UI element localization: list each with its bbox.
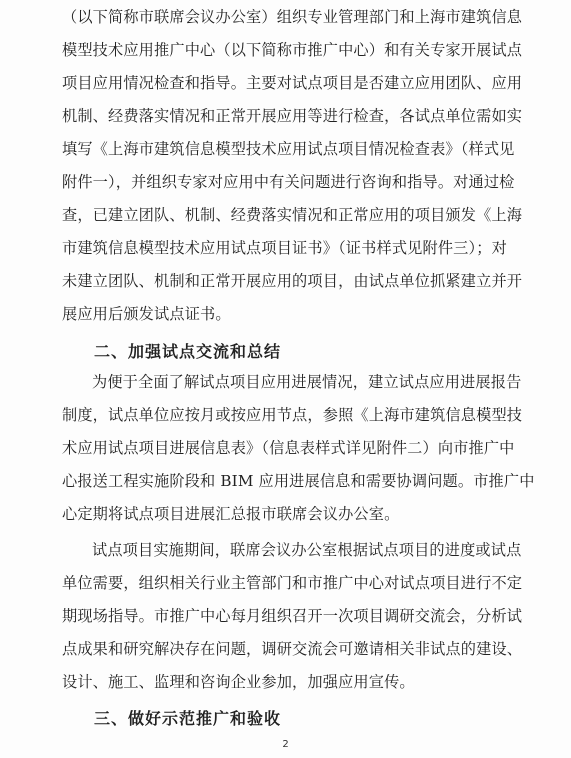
body-text-line: 展应用后颁发试点证书。 bbox=[62, 305, 231, 323]
body-text-line: 制度，试点单位应按月或按应用节点，参照《上海市建筑信息模型技 bbox=[62, 406, 523, 424]
body-text-line: 心报送工程实施阶段和 BIM 应用进展信息和需要协调问题。市推广中 bbox=[62, 472, 535, 490]
body-text-line: 模型技术应用推广中心（以下简称市推广中心）和有关专家开展试点 bbox=[62, 41, 523, 59]
body-text-line: 机制、经费落实情况和正常开展应用等进行检查，各试点单位需如实 bbox=[62, 107, 523, 125]
body-text-line: 点成果和研究解决存在问题，调研交流会可邀请相关非试点的建设、 bbox=[62, 640, 523, 658]
body-text-line: 未建立团队、机制和正常开展应用的项目，由试点单位抓紧建立并开 bbox=[62, 272, 523, 290]
body-text-line: （以下简称市联席会议办公室）组织专业管理部门和上海市建筑信息 bbox=[62, 8, 523, 26]
body-text-line: 设计、施工、监理和咨询企业参加，加强应用宣传。 bbox=[62, 673, 415, 691]
body-text-line: 心定期将试点项目进展汇总报市联席会议办公室。 bbox=[62, 505, 400, 523]
body-text-line: 填写《上海市建筑信息模型技术应用试点项目情况检查表》（样式见 bbox=[62, 140, 515, 158]
body-text-line: 市建筑信息模型技术应用试点项目证书》（证书样式见附件三）；对 bbox=[62, 239, 507, 257]
paragraph-first-line: 为便于全面了解试点项目应用进展情况，建立试点应用进展报告 bbox=[92, 373, 522, 391]
section-heading-2: 二、加强试点交流和总结 bbox=[94, 342, 282, 361]
page-number: 2 bbox=[282, 739, 289, 750]
body-text-line: 附件一），并组织专家对应用中有关问题进行咨询和指导。对通过检 bbox=[62, 173, 515, 191]
paragraph-first-line: 试点项目实施期间，联席会议办公室根据试点项目的进度或试点 bbox=[92, 541, 522, 559]
section-heading-3: 三、做好示范推广和验收 bbox=[94, 709, 282, 728]
body-text-line: 项目应用情况检查和指导。主要对试点项目是否建立应用团队、应用 bbox=[62, 74, 523, 92]
body-text-line: 查，已建立团队、机制、经费落实情况和正常应用的项目颁发《上海 bbox=[62, 206, 523, 224]
body-text-line: 术应用试点项目进展信息表》（信息表样式详见附件二）向市推广中 bbox=[62, 439, 515, 457]
body-text-line: 单位需要，组织相关行业主管部门和市推广中心对试点项目进行不定 bbox=[62, 574, 523, 592]
body-text-line: 期现场指导。市推广中心每月组织召开一次项目调研交流会，分析试 bbox=[62, 607, 523, 625]
